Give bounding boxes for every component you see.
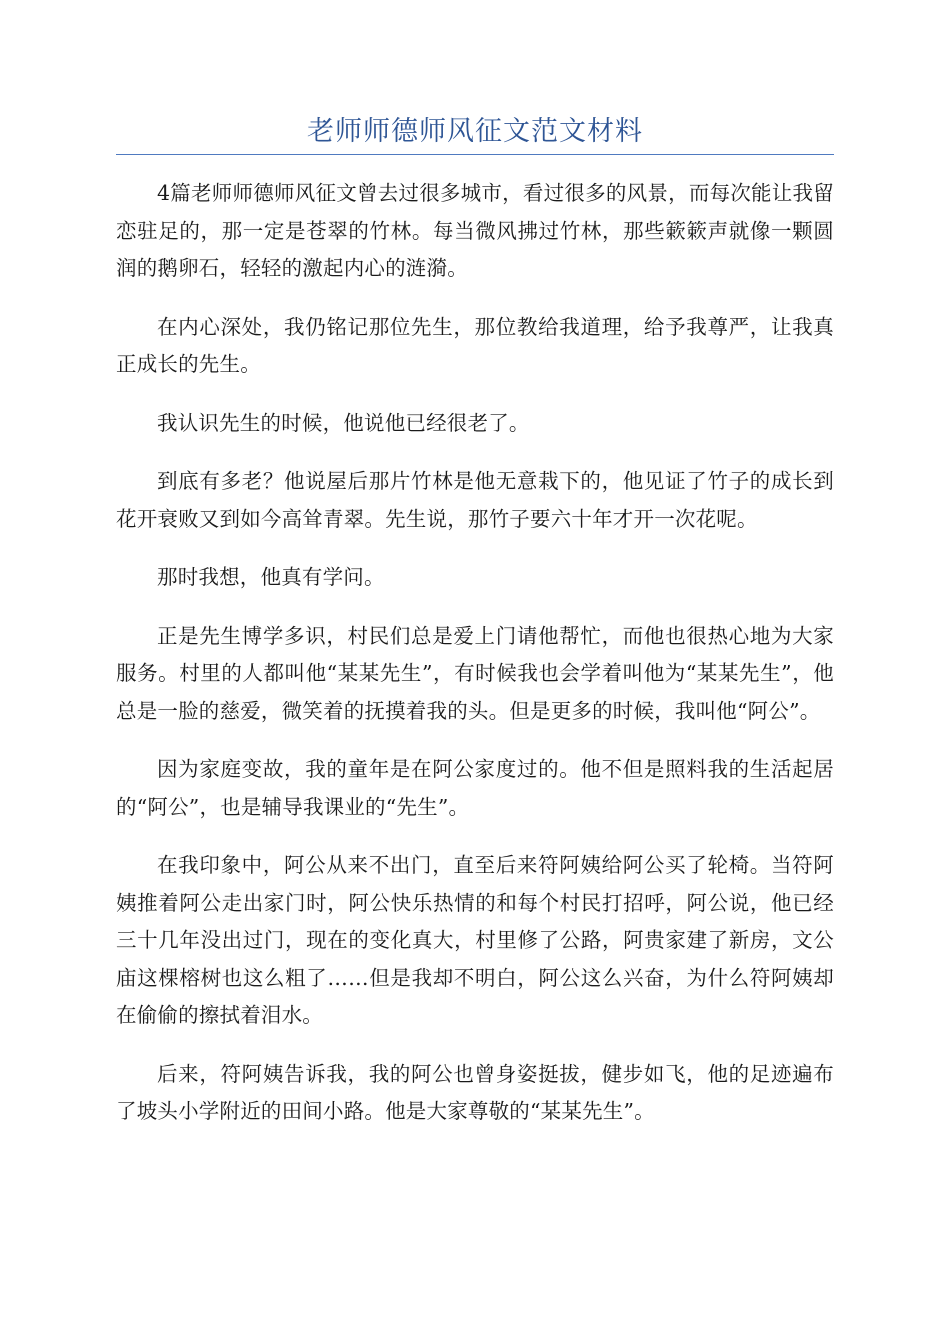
- paragraph: 后来，符阿姨告诉我，我的阿公也曾身姿挺拔，健步如飞，他的足迹遍布了坡头小学附近的田间小路。他是大家尊敬的“某某先生”。: [116, 1061, 834, 1123]
- document-body: [116, 175, 834, 1152]
- paragraph: 在我印象中，阿公从来不出门，直至后来符阿姨给阿公买了轮椅。当符阿姨推着阿公走出家门时，阿公快乐热情的和每个村民打招呼，阿公说，他已经三十几年没出过门，现在的变化真大，村里修了公路，阿贵家建了新房，文公庙这棵榕树也这么粗了……但是我却不明白，阿公这么兴奋，为什么符阿姨却在偷偷的擦拭着泪水。: [116, 853, 834, 1027]
- paragraph: 那时我想，他真有学问。: [157, 565, 385, 589]
- paragraph: 因为家庭变故，我的童年是在阿公家度过的。他不但是照料我的生活起居的“阿公”，也是辅导我课业的“先生”。: [116, 757, 834, 819]
- paragraph: 在内心深处，我仍铭记那位先生，那位教给我道理，给予我尊严，让我真正成长的先生。: [116, 314, 834, 376]
- paragraph: 正是先生博学多识，村民们总是爱上门请他帮忙，而他也很热心地为大家服务。村里的人都叫他“某某先生”，有时候我也会学着叫他为“某某先生”，他总是一脸的慈爱，微笑着的抚摸着我的头。但是更多的时候，我叫他“阿公”。: [116, 623, 834, 723]
- title-underline: [116, 154, 834, 155]
- paragraph: 到底有多老？他说屋后那片竹林是他无意栽下的，他见证了竹子的成长到花开衰败又到如今高耸青翠。先生说，那竹子要六十年才开一次花呢。: [116, 469, 834, 531]
- document-title: 老师师德师风征文范文材料: [307, 116, 643, 147]
- paragraph: 我认识先生的时候，他说他已经很老了。: [157, 410, 530, 435]
- paragraph: 4篇老师师德师风征文曾去过很多城市，看过很多的风景，而每次能让我留恋驻足的，那一定是苍翠的竹林。每当微风拂过竹林，那些簌簌声就像一颗圆润的鹅卵石，轻轻的激起内心的涟漪。: [116, 181, 834, 280]
